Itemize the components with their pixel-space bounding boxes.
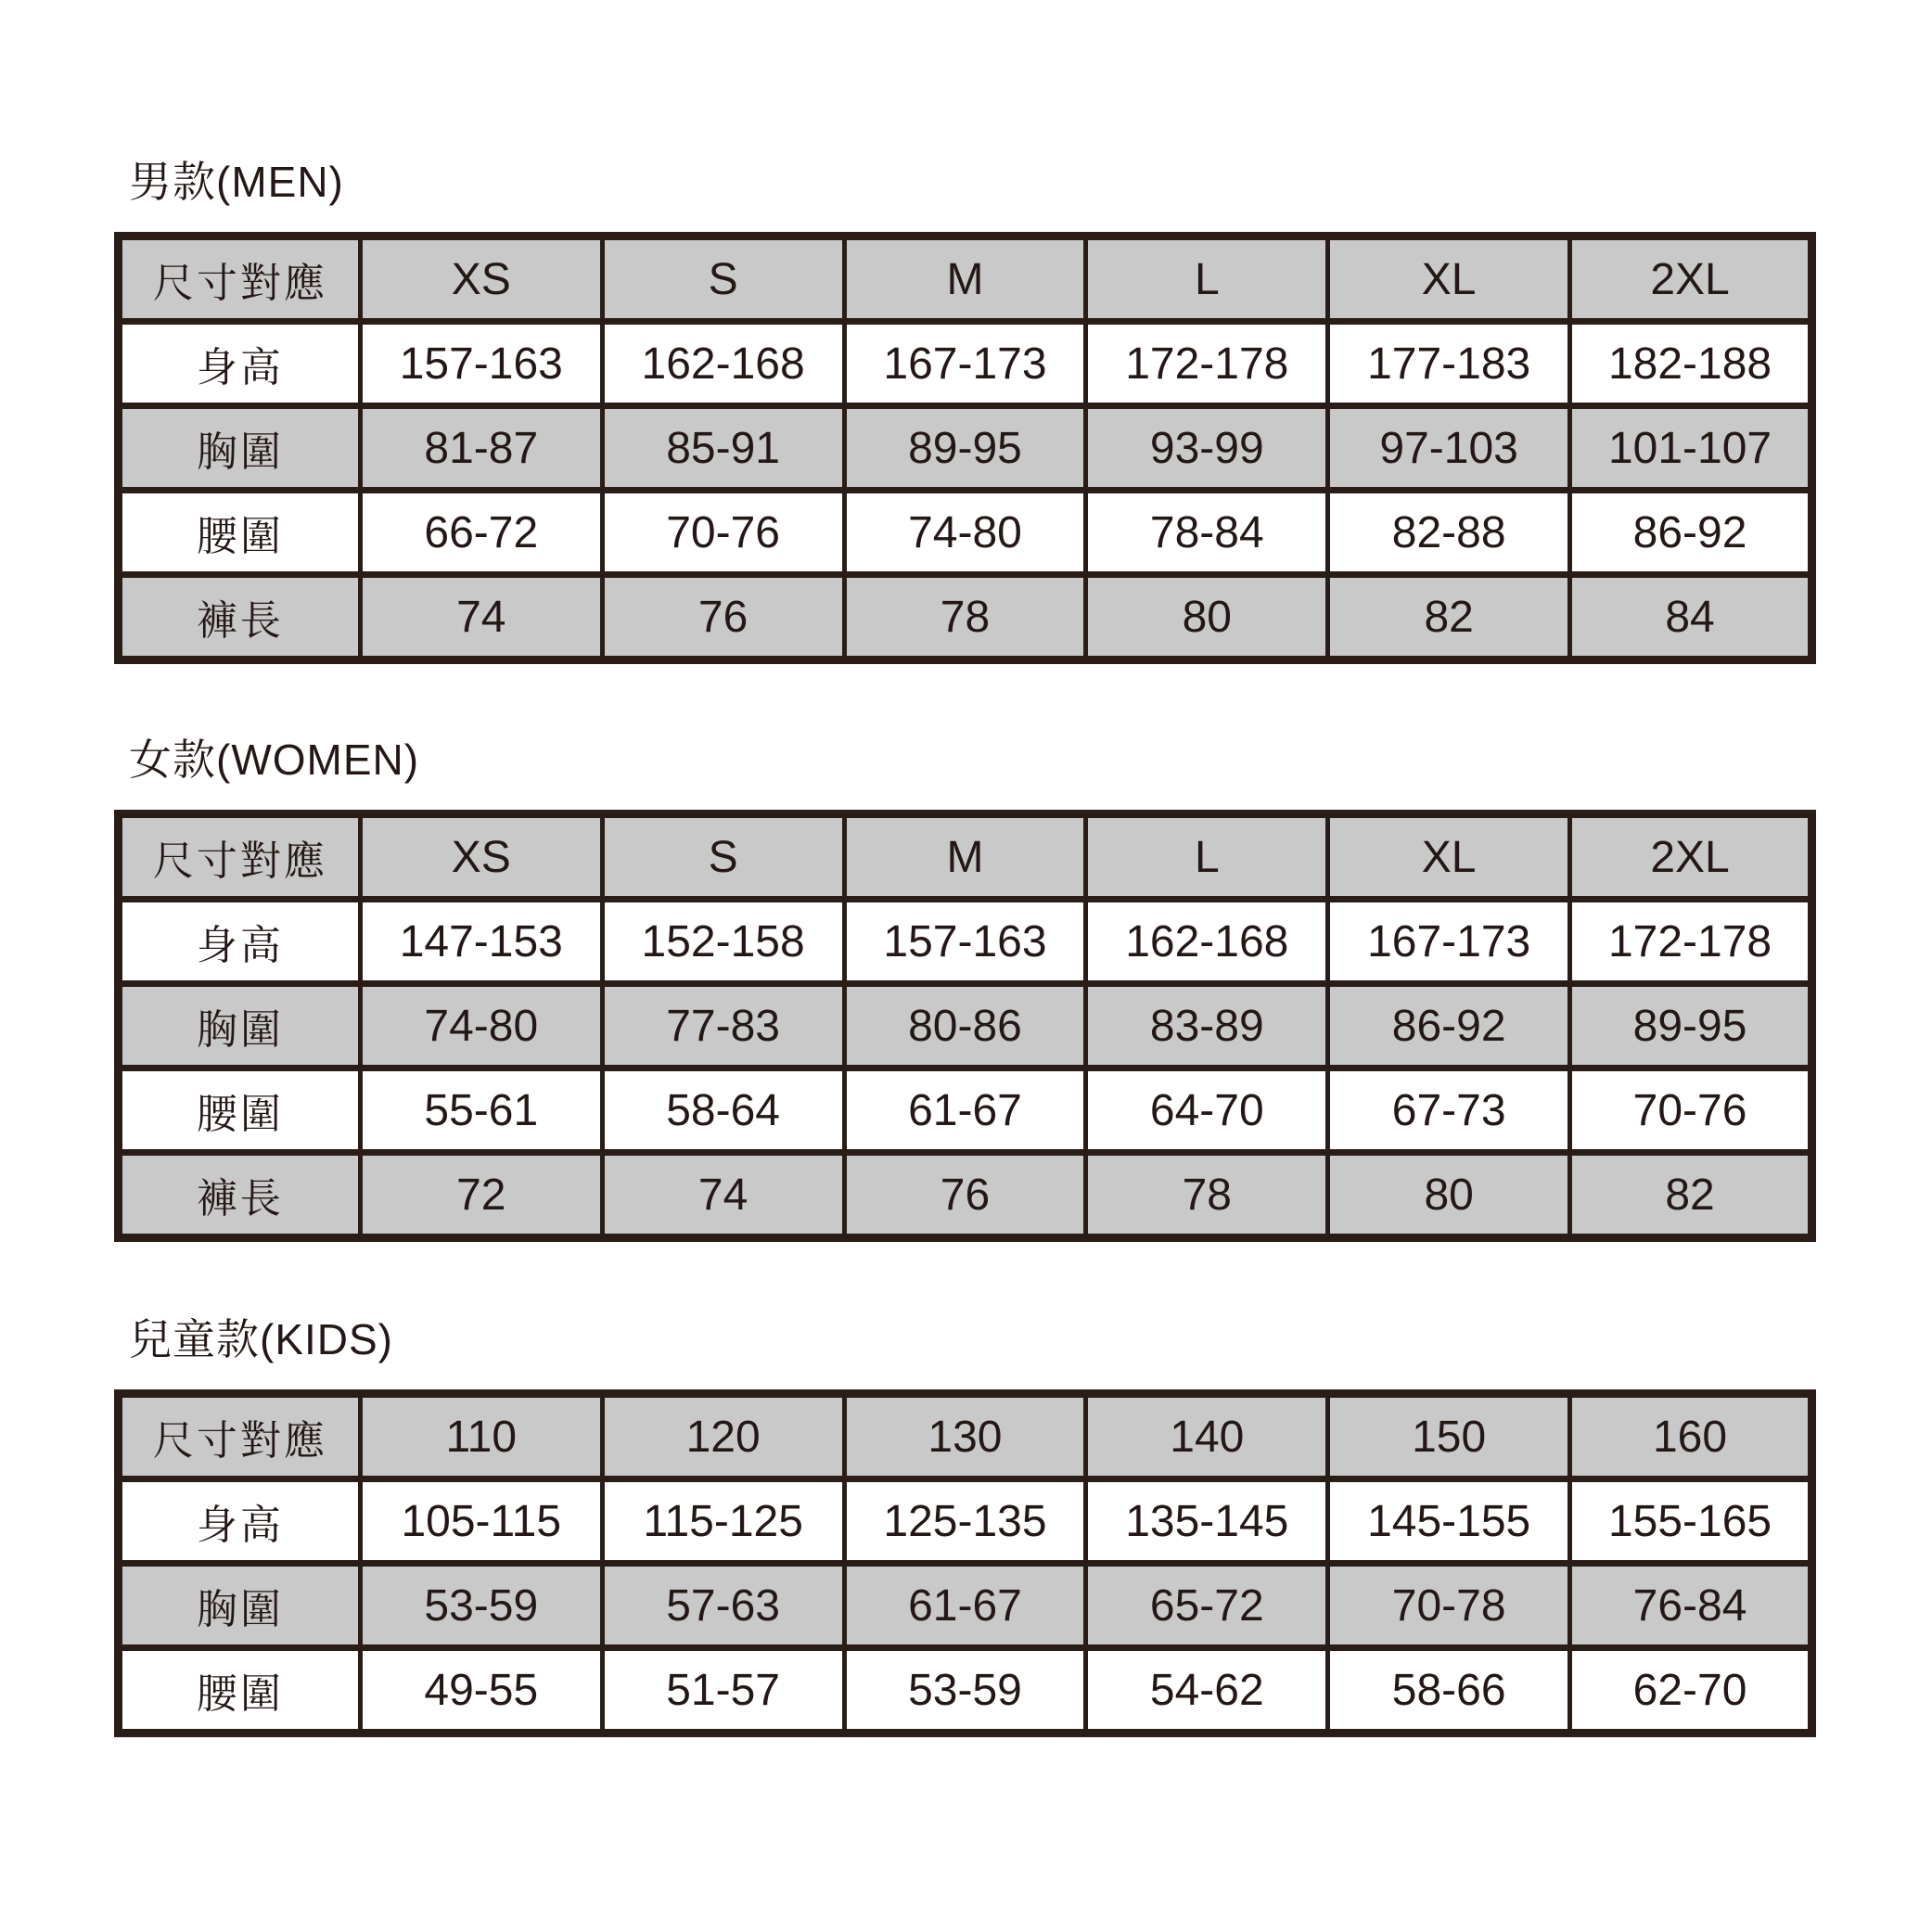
value-cell: 54-62 [1086,1648,1328,1734]
table-row [119,1153,1812,1238]
value-cell: 82 [1570,1153,1812,1238]
value-cell: 177-183 [1328,322,1570,406]
value-cell: 172-178 [1086,322,1328,406]
value-cell: 53-59 [360,1564,602,1648]
size-header-cell: XS [360,237,602,322]
row-label-cell: 胸圍 [119,1564,361,1648]
value-cell: 74 [602,1153,844,1238]
value-cell: 157-163 [844,900,1086,984]
size-section-kids [114,1313,1816,1737]
size-header-cell: S [602,814,844,900]
row-label-cell: 身高 [119,900,361,984]
table-row [119,575,1812,660]
table-row [119,491,1812,575]
value-cell: 61-67 [844,1068,1086,1153]
size-header-cell: M [844,237,1086,322]
value-cell: 67-73 [1328,1068,1570,1153]
section-title-men: 男款(MEN) [129,158,344,206]
value-cell: 78 [844,575,1086,660]
value-cell: 82 [1328,575,1570,660]
table-row [119,1564,1812,1648]
value-cell: 162-168 [602,322,844,406]
corner-cell: 尺寸對應 [119,814,361,900]
value-cell: 85-91 [602,406,844,491]
value-cell: 135-145 [1086,1479,1328,1564]
size-header-row [119,237,1812,322]
value-cell: 74-80 [360,984,602,1068]
row-label-cell: 腰圍 [119,491,361,575]
value-cell: 167-173 [1328,900,1570,984]
value-cell: 70-76 [1570,1068,1812,1153]
table-row [119,1479,1812,1564]
value-cell: 51-57 [602,1648,844,1734]
size-table-women-body [119,814,1812,1238]
size-section-women [114,734,1816,1242]
size-table-men [114,232,1816,664]
value-cell: 58-66 [1328,1648,1570,1734]
value-cell: 74-80 [844,491,1086,575]
size-header-cell: S [602,237,844,322]
value-cell: 125-135 [844,1479,1086,1564]
value-cell: 66-72 [360,491,602,575]
value-cell: 70-78 [1328,1564,1570,1648]
table-row [119,984,1812,1068]
value-cell: 157-163 [360,322,602,406]
value-cell: 145-155 [1328,1479,1570,1564]
value-cell: 74 [360,575,602,660]
value-cell: 101-107 [1570,406,1812,491]
value-cell: 80 [1086,575,1328,660]
size-header-cell: XL [1328,237,1570,322]
value-cell: 72 [360,1153,602,1238]
table-row [119,406,1812,491]
value-cell: 58-64 [602,1068,844,1153]
value-cell: 167-173 [844,322,1086,406]
value-cell: 152-158 [602,900,844,984]
size-header-cell: 2XL [1570,814,1812,900]
value-cell: 81-87 [360,406,602,491]
table-row [119,1648,1812,1734]
value-cell: 93-99 [1086,406,1328,491]
table-row [119,322,1812,406]
value-cell: 61-67 [844,1564,1086,1648]
value-cell: 49-55 [360,1648,602,1734]
row-label-cell: 腰圍 [119,1648,361,1734]
value-cell: 97-103 [1328,406,1570,491]
table-row [119,1068,1812,1153]
value-cell: 70-76 [602,491,844,575]
value-cell: 84 [1570,575,1812,660]
row-label-cell: 身高 [119,1479,361,1564]
size-header-cell: XL [1328,814,1570,900]
value-cell: 105-115 [360,1479,602,1564]
section-title-women: 女款(WOMEN) [129,736,420,784]
value-cell: 77-83 [602,984,844,1068]
value-cell: 89-95 [844,406,1086,491]
value-cell: 115-125 [602,1479,844,1564]
value-cell: 57-63 [602,1564,844,1648]
value-cell: 89-95 [1570,984,1812,1068]
value-cell: 78 [1086,1153,1328,1238]
size-header-cell: L [1086,814,1328,900]
row-label-cell: 身高 [119,322,361,406]
size-header-cell: 160 [1570,1394,1812,1479]
size-header-cell: 150 [1328,1394,1570,1479]
value-cell: 162-168 [1086,900,1328,984]
size-header-cell: XS [360,814,602,900]
value-cell: 76 [844,1153,1086,1238]
value-cell: 76 [602,575,844,660]
value-cell: 155-165 [1570,1479,1812,1564]
size-header-cell: 120 [602,1394,844,1479]
row-label-cell: 胸圍 [119,984,361,1068]
table-row [119,900,1812,984]
row-label-cell: 褲長 [119,1153,361,1238]
corner-cell: 尺寸對應 [119,1394,361,1479]
row-label-cell: 腰圍 [119,1068,361,1153]
value-cell: 83-89 [1086,984,1328,1068]
value-cell: 82-88 [1328,491,1570,575]
size-header-cell: L [1086,237,1328,322]
section-title-kids: 兒童款(KIDS) [129,1315,393,1363]
value-cell: 53-59 [844,1648,1086,1734]
size-table-kids-body [119,1394,1812,1734]
value-cell: 55-61 [360,1068,602,1153]
size-section-men [114,156,1816,664]
value-cell: 80-86 [844,984,1086,1068]
size-header-cell: 130 [844,1394,1086,1479]
value-cell: 65-72 [1086,1564,1328,1648]
value-cell: 86-92 [1570,491,1812,575]
size-header-cell: 110 [360,1394,602,1479]
value-cell: 76-84 [1570,1564,1812,1648]
size-table-men-body [119,237,1812,660]
value-cell: 62-70 [1570,1648,1812,1734]
size-table-women [114,810,1816,1242]
size-header-row [119,814,1812,900]
corner-cell: 尺寸對應 [119,237,361,322]
row-label-cell: 胸圍 [119,406,361,491]
size-header-cell: 140 [1086,1394,1328,1479]
value-cell: 64-70 [1086,1068,1328,1153]
value-cell: 86-92 [1328,984,1570,1068]
size-header-row [119,1394,1812,1479]
size-header-cell: 2XL [1570,237,1812,322]
value-cell: 172-178 [1570,900,1812,984]
value-cell: 182-188 [1570,322,1812,406]
size-table-kids [114,1389,1816,1737]
value-cell: 80 [1328,1153,1570,1238]
size-header-cell: M [844,814,1086,900]
row-label-cell: 褲長 [119,575,361,660]
value-cell: 78-84 [1086,491,1328,575]
value-cell: 147-153 [360,900,602,984]
